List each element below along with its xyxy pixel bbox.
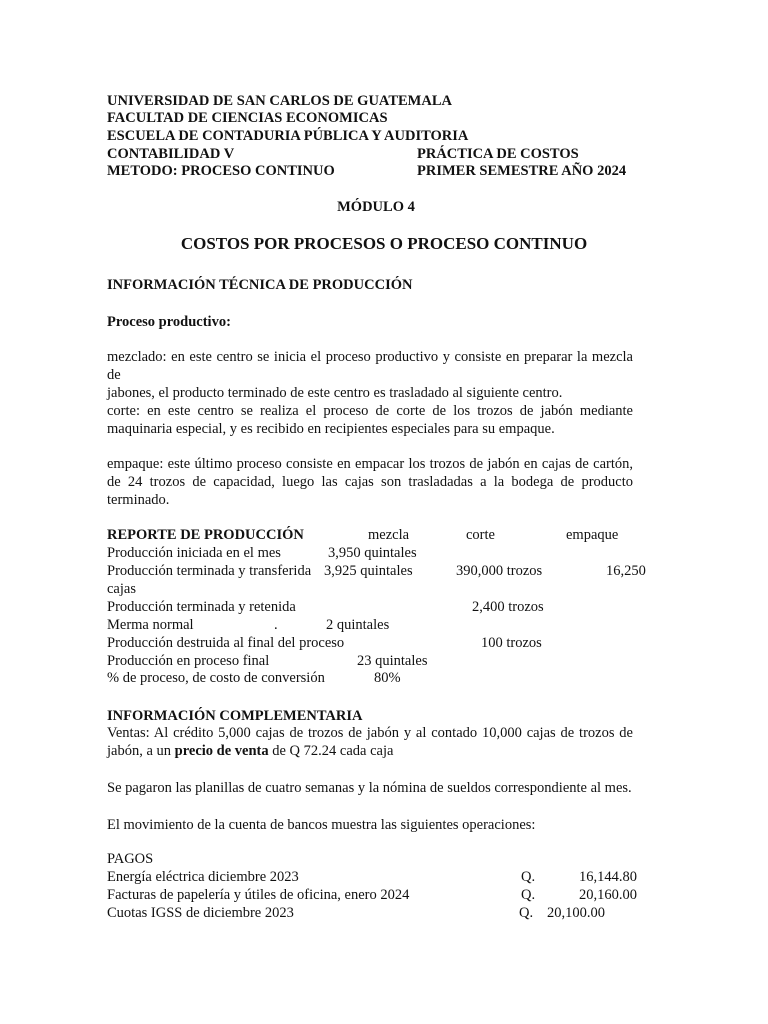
- sales-text: jabón, a un: [107, 743, 175, 759]
- paragraph-corte: [107, 402, 633, 438]
- report-row-dot: .: [274, 617, 278, 633]
- paragraph-line: corte: en este centro se realiza el proceso de corte de los trozos de jabón mediante: [107, 403, 633, 419]
- report-cell-mezcla: 2 quintales: [326, 617, 390, 633]
- sales-line: [107, 742, 633, 760]
- paragraph-line: jabones, el producto terminado de este centro es trasladado al siguiente centro.: [107, 385, 563, 401]
- payment-label: Energía eléctrica diciembre 2023: [107, 869, 299, 885]
- semester-label: PRIMER SEMESTRE AÑO 2024: [417, 163, 627, 179]
- report-cell-mezcla: 3,925 quintales: [324, 563, 413, 579]
- paragraph-line: mezclado: en este centro se inicia el proceso productivo y consiste en preparar la mezcla de: [107, 349, 633, 383]
- report-row-label: Producción terminada y retenida: [107, 599, 296, 615]
- report-row-label: Merma normal: [107, 617, 194, 633]
- complementary-heading: INFORMACIÓN COMPLEMENTARIA: [107, 708, 363, 724]
- subsection-process-heading: Proceso productivo:: [107, 314, 231, 330]
- column-header-mezcla: mezcla: [368, 527, 410, 543]
- school-name: ESCUELA DE CONTADURIA PÚBLICA Y AUDITORIA: [107, 128, 469, 144]
- paragraph-line: empaque: este último proceso consiste en empacar los trozos de jabón en cajas de cartón,: [107, 456, 633, 472]
- report-cell-corte: 2,400 trozos: [472, 599, 544, 615]
- column-header-corte: corte: [466, 527, 495, 543]
- paragraph-mezclado: [107, 348, 633, 402]
- report-cell-mezcla: 3,950 quintales: [328, 545, 417, 561]
- report-row-label: Producción iniciada en el mes: [107, 545, 281, 561]
- method-label: METODO: PROCESO CONTINUO: [107, 163, 335, 179]
- paragraph-line: maquinaria especial, y es recibido en recipientes especiales para su empaque.: [107, 421, 555, 437]
- payment-label: Facturas de papelería y útiles de oficina, enero 2024: [107, 887, 410, 903]
- module-heading: MÓDULO 4: [337, 199, 415, 215]
- report-cell-empaque: 16,250: [606, 563, 646, 579]
- payment-amount: 16,144.80: [579, 869, 637, 885]
- sales-text: de Q 72.24 cada caja: [268, 743, 394, 759]
- course-name: CONTABILIDAD V: [107, 146, 235, 162]
- sales-price-label: precio de venta: [174, 743, 269, 759]
- paragraph-line: de 24 trozos de capacidad, luego las cajas son trasladadas a la bodega de producto: [107, 474, 633, 490]
- payment-currency: Q.: [519, 905, 534, 921]
- report-row-label: Producción en proceso final: [107, 653, 270, 669]
- report-cell-mezcla: 80%: [374, 670, 401, 686]
- payment-currency: Q.: [521, 887, 536, 903]
- report-cell-corte: 390,000 trozos: [456, 563, 543, 579]
- report-row-label: Producción destruida al final del proceso: [107, 635, 345, 651]
- sales-line: Ventas: Al crédito 5,000 cajas de trozos de jabón y al contado 10,000 cajas de trozos de: [107, 725, 633, 741]
- practice-label: PRÁCTICA DE COSTOS: [417, 146, 579, 162]
- paragraph-empaque: [107, 455, 633, 509]
- report-cell-mezcla: 23 quintales: [357, 653, 428, 669]
- report-row-label: Producción terminada y transferida: [107, 563, 312, 579]
- payment-amount: 20,100.00: [547, 905, 605, 921]
- report-cell-corte: 100 trozos: [481, 635, 542, 651]
- report-row-label: cajas: [107, 581, 136, 597]
- paragraph-line: terminado.: [107, 492, 170, 508]
- report-row-label: % de proceso, de costo de conversión: [107, 670, 325, 686]
- payment-currency: Q.: [521, 869, 536, 885]
- sales-paragraph: [107, 724, 633, 760]
- production-report-title: REPORTE DE PRODUCCIÓN: [107, 527, 304, 543]
- column-header-empaque: empaque: [566, 527, 619, 543]
- payroll-paragraph: Se pagaron las planillas de cuatro semanas y la nómina de sueldos correspondiente al mes.: [107, 780, 632, 796]
- payment-label: Cuotas IGSS de diciembre 2023: [107, 905, 294, 921]
- faculty-name: FACULTAD DE CIENCIAS ECONOMICAS: [107, 110, 388, 126]
- payments-heading: PAGOS: [107, 851, 154, 867]
- bank-paragraph: El movimiento de la cuenta de bancos muestra las siguientes operaciones:: [107, 817, 536, 833]
- document-title: COSTOS POR PROCESOS O PROCESO CONTINUO: [180, 234, 588, 253]
- university-name: UNIVERSIDAD DE SAN CARLOS DE GUATEMALA: [107, 93, 452, 109]
- payment-amount: 20,160.00: [579, 887, 637, 903]
- section-technical-heading: INFORMACIÓN TÉCNICA DE PRODUCCIÓN: [107, 277, 413, 293]
